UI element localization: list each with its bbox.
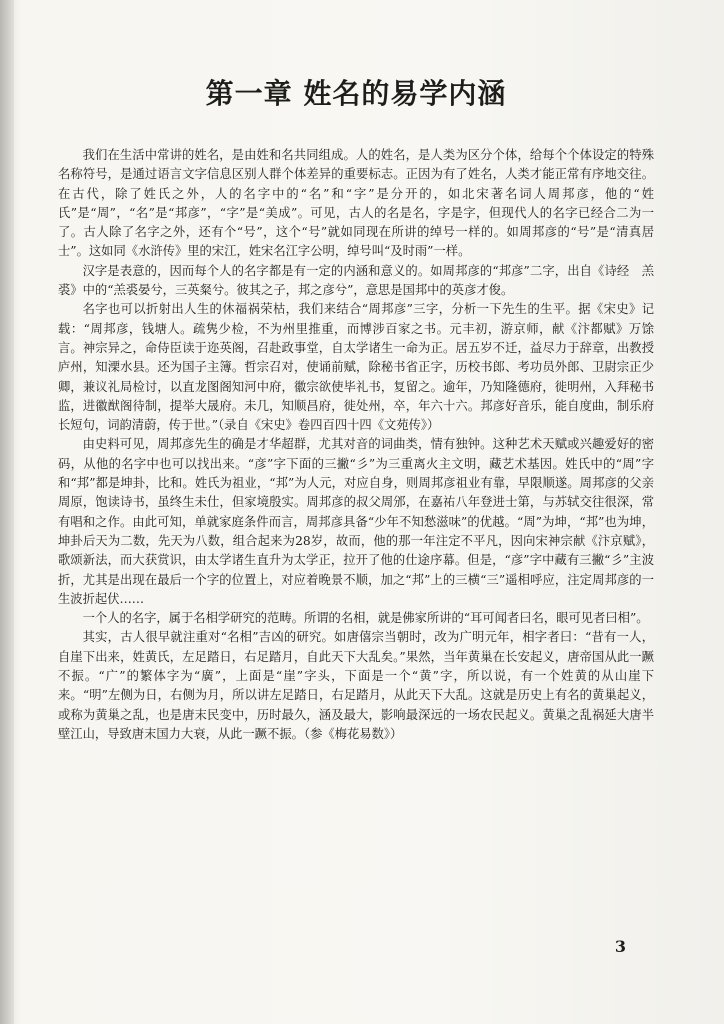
paragraph-2: 汉字是表意的，因而每个人的名字都是有一定的内涵和意义的。如周邦彦的“邦彦”二字，出自《诗经 羔裘》中的“羔裘晏兮，三英粲兮。彼其之子，邦之彦兮”，意思是国邦中的英彦才俊。 (58, 263, 654, 298)
page-binding-shadow (0, 0, 14, 1024)
page-number: 3 (614, 937, 626, 956)
paragraph-1: 我们在生活中常讲的姓名，是由姓和名共同组成。人的姓名，是人类为区分个体，给每个个体设定的特殊名称符号，是通过语言文字信息区别人群个体差异的重要标志。正因为有了姓名，人类才能正常有序地交往。在古代，除了姓氏之外，人的名字中的“名”和“字”是分开的，如北宋著名词人周邦彦，他的“姓氏”是“周”，“名”是“邦彦”，“字”是“美成”。可见，古人的名是名，字是字，但现代人的名字已经合二为一了。古人除了名字之外，还有个“号”，这个“号”就如同现在所讲的绰号一样的。如周邦彦的“号”是“清真居士”。这如同《水浒传》里的宋江，姓宋名江字公明，绰号叫“及时雨”一样。 (58, 148, 654, 259)
paragraph-3: 名字也可以折射出人生的休福祸荣枯，我们来结合“周邦彦”三字，分析一下先生的生平。据《宋史》记载：“周邦彦，钱塘人。疏隽少检，不为州里推重，而博涉百家之书。元丰初，游京师，献《汴都赋》万馀言。神宗异之，命侍臣读于迩英阁，召赴政事堂，自太学诸生一命为正。居五岁不迁，益尽力于辞章，出教授庐州，知溧水县。还为国子主簿。哲宗召对，使诵前赋，除秘书省正字，历校书郎、考功员外郎、卫尉宗正少卿，兼议礼局检讨，以直龙图阁知河中府，徽宗欲使毕礼书，复留之。逾年，乃知隆德府，徙明州，入拜秘书监，进徽猷阁待制，提举大晟府。未几，知顺昌府，徙处州，卒，年六十六。邦彦好音乐，能自度曲，制乐府长短句，词韵清蔚，传于世。”（录自《宋史》卷四百四十四《文苑传》） (58, 302, 654, 433)
page-content (58, 60, 654, 744)
paragraph-6: 其实，古人很早就注重对“名相”吉凶的研究。如唐僖宗当朝时，改为广明元年，相字者曰：“昔有一人，自崖下出来，姓黄氏，左足踏日，右足踏月，自此天下大乱矣。”果然，当年黄巢在长安起义，唐帝国从此一蹶不振。“广”的繁体字为“廣”，上面是“崖”字头，下面是一个“黄”字，所以说，有一个姓黄的从山崖下来。“明”左侧为日，右侧为月，所以讲左足踏日，右足踏月，从此天下大乱。这就是历史上有名的黄巢起义，或称为黄巢之乱，也是唐末民变中，历时最久，涵及最大，影响最深远的一场农民起义。黄巢之乱祸延大唐半壁江山，导致唐末国力大衰，从此一蹶不振。（参《梅花易数》） (58, 630, 654, 741)
paragraph-5: 一个人的名字，属于名相学研究的范畴。所谓的名相，就是佛家所讲的“耳可闻者曰名，眼可见者曰相”。 (82, 611, 649, 626)
paragraph-4: 由史料可见，周邦彦先生的确是才华超群，尤其对音的词曲类，情有独钟。这种艺术天赋或兴趣爱好的密码，从他的名字中也可以找出来。“彦”字下面的三撇“彡”为三重离火主文明，藏艺术基因。姓氏中的“周”字和“邦”都是坤卦，比和。姓氏为祖业，“邦”为人元，对应自身，则周邦彦祖业有靠，早限顺遂。周邦彦的父亲周原，饱读诗书，虽终生未仕，但家境殷实。周邦彦的叔父周邠，在嘉祐八年登进士第，与苏轼交往很深，常有唱和之作。由此可知，单就家庭条件而言，周邦彦具备“少年不知愁滋味”的优越。“周”为坤，“邦”也为坤，坤卦后天为二数，先天为八数，组合起来为28岁，故而，他的那一年注定不平凡，因向宋神宗献《汴京赋》，歌颂新法，而大获赏识，由太学诸生直升为太学正，拉开了他的仕途序幕。但是，“彦”字中藏有三撇“彡”主波折，尤其是出现在最后一个字的位置上，对应着晚景不顺，加之“邦”上的三横“三”遥相呼应，注定周邦彦的一生波折起伏…… (58, 437, 654, 606)
chapter-title: 第一章 姓名的易学内涵 (205, 77, 507, 110)
